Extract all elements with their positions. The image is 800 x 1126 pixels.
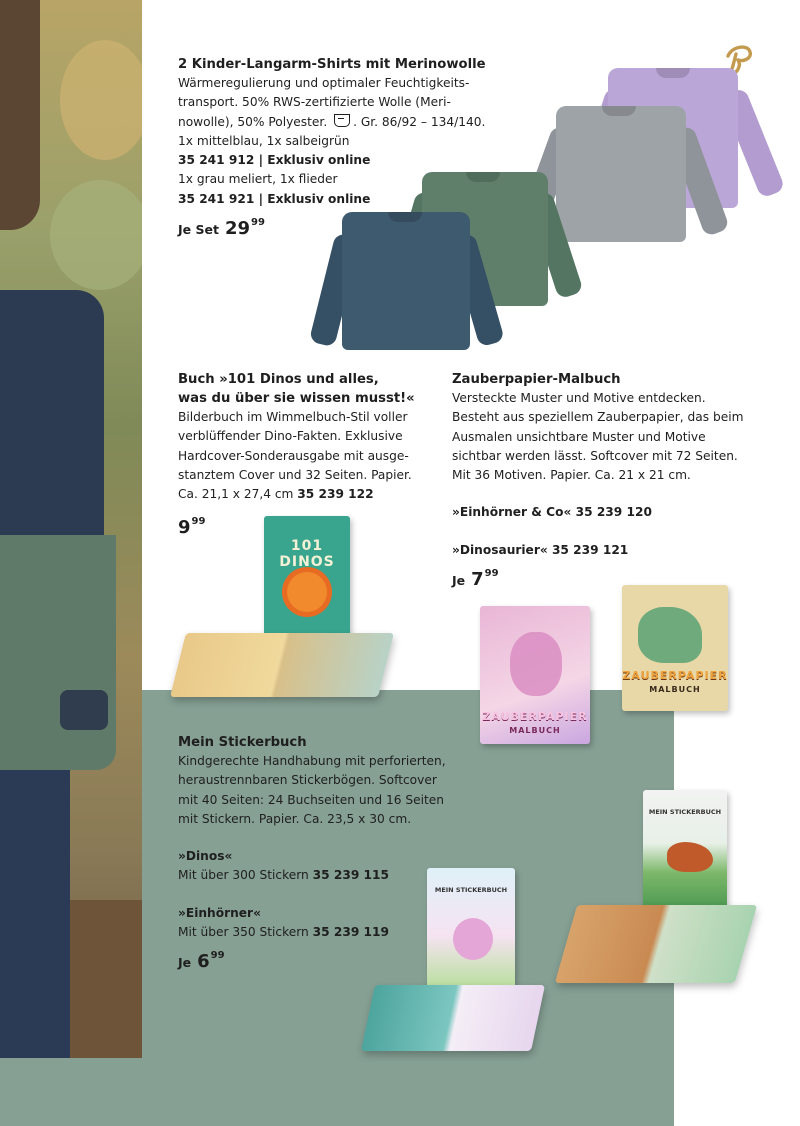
unicorn-illustration <box>453 918 493 960</box>
shirt-midblue <box>322 212 492 354</box>
zauber-desc-line: Ausmalen unsichtbare Muster und Motive <box>452 429 706 444</box>
sticker-variant2-line <box>178 923 446 942</box>
sticker-book-dinos-cover <box>643 790 727 908</box>
price-prefix: Je Set <box>178 222 219 238</box>
shirts-desc-line: transport. 50% RWS-zertifizierte Wolle (Meri- <box>178 95 451 110</box>
price-integer: 6 <box>197 951 210 973</box>
shirts-variant2-text: 1x grau meliert, 1x flieder <box>178 172 338 187</box>
sticker-variant1-code: 35 239 115 <box>312 868 389 883</box>
pants <box>0 770 70 1058</box>
photo-child-outdoor <box>0 0 142 1058</box>
zauber-cover-title: ZAUBERPAPIER <box>482 710 588 723</box>
wash-tub-icon <box>334 114 350 127</box>
dino-book-desc-line: Hardcover-Sonderausgabe mit ausge- <box>178 448 409 463</box>
shirts-desc-sizes: . Gr. 86/92 – 134/140. <box>353 114 486 129</box>
dino-book-desc-line <box>178 485 415 504</box>
zauber-variant1: »Einhörner & Co« 35 239 120 <box>452 505 652 520</box>
dino-book-code: 35 239 122 <box>297 487 374 502</box>
shirts-desc-material: nowolle), 50% Polyester. <box>178 114 328 129</box>
jacket-cuff <box>60 690 108 730</box>
zauber-cover-title: ZAUBERPAPIER <box>622 669 728 682</box>
shirts-variant2-code: 35 241 921 | Exklusiv online <box>178 191 371 206</box>
dino-book-cover <box>264 516 350 640</box>
price-prefix: Je <box>178 955 192 971</box>
zauber-book-dinosaurier-cover <box>622 585 728 711</box>
dino-illustration <box>287 572 327 612</box>
sticker-variant2-text: Mit über 350 Stickern <box>178 925 309 940</box>
zauber-title: Zauberpapier-Malbuch <box>452 372 621 387</box>
background-panel-bottom <box>0 1058 674 1126</box>
sticker-desc-line: Kindgerechte Handhabung mit perforierten, <box>178 754 446 768</box>
shirts-title: 2 Kinder-Langarm-Shirts mit Merinowolle <box>178 57 486 72</box>
sticker-desc-line: heraustrennbaren Stickerbögen. Softcover <box>178 773 437 788</box>
sticker-desc-line: mit Stickern. Papier. Ca. 23,5 x 30 cm. <box>178 811 412 826</box>
sticker-variant1-text: Mit über 300 Stickern <box>178 868 309 883</box>
sticker-variant2-code: 35 239 119 <box>312 925 389 940</box>
zauber-desc-line: Versteckte Muster und Motive entdecken. <box>452 391 706 405</box>
shirts-desc-line <box>178 113 486 132</box>
zauber-book-einhoerner-cover <box>480 606 590 744</box>
dino-book-desc-line: stanztem Cover und 32 Seiten. Papier. <box>178 467 412 482</box>
sticker-book-einhoerner-spread <box>361 985 545 1051</box>
zauber-variant2: »Dinosaurier« 35 239 121 <box>452 542 629 557</box>
sticker-offer <box>178 733 446 974</box>
price-decimal: 99 <box>191 516 206 528</box>
ground <box>70 900 142 1058</box>
shirts-variant1-text: 1x mittelblau, 1x salbeigrün <box>178 133 350 148</box>
dino-book-desc-line: verblüffender Dino-Fakten. Exklusive <box>178 429 403 444</box>
dino-book-offer <box>178 370 415 540</box>
jacket-navy <box>0 290 104 540</box>
dino-illustration <box>667 842 713 872</box>
jacket-green <box>0 535 116 770</box>
sticker-variant1-name: »Dinos« <box>178 849 233 864</box>
dino-illustration <box>638 607 702 663</box>
price-decimal: 99 <box>251 217 265 229</box>
tree-trunk <box>0 0 40 230</box>
sticker-cover-title: MEIN STICKERBUCH <box>434 886 508 894</box>
dino-book-size: Ca. 21,1 x 27,4 cm <box>178 487 294 502</box>
price-decimal: 99 <box>484 568 499 580</box>
zauber-cover-subtitle: MALBUCH <box>649 685 701 694</box>
foliage <box>50 180 142 290</box>
shirts-desc-line: Wärmeregulierung und optimaler Feuchtigkeits- <box>178 76 470 90</box>
price-prefix: Je <box>452 573 466 589</box>
sticker-desc-line: mit 40 Seiten: 24 Buchseiten und 16 Seiten <box>178 792 444 807</box>
zauber-cover-subtitle: MALBUCH <box>509 726 561 735</box>
foliage <box>60 40 142 160</box>
price-integer: 7 <box>471 569 484 591</box>
sticker-book-einhoerner-cover <box>427 868 515 990</box>
zauber-desc-line: sichtbar werden lässt. Softcover mit 72 Seiten. <box>452 448 738 463</box>
unicorn-illustration <box>510 632 562 696</box>
sticker-variant1-line <box>178 866 446 885</box>
price-integer: 29 <box>224 218 250 240</box>
sticker-variant2-name: »Einhörner« <box>178 905 261 920</box>
price-integer: 9 <box>178 517 191 539</box>
sticker-cover-title: MEIN STICKERBUCH <box>648 808 722 816</box>
dino-book-cover-title: 101 DINOS <box>279 538 335 570</box>
shirts-variant1-code: 35 241 912 | Exklusiv online <box>178 153 371 168</box>
zauber-desc-line: Mit 36 Motiven. Papier. Ca. 21 x 21 cm. <box>452 468 691 483</box>
sticker-book-dinos-spread <box>555 905 757 983</box>
dino-book-desc-line: Bilderbuch im Wimmelbuch-Stil voller <box>178 410 408 424</box>
dino-book-open-spread <box>170 633 394 697</box>
zauber-offer <box>452 370 743 591</box>
zauber-desc-line: Besteht aus speziellem Zauberpapier, das beim <box>452 410 744 425</box>
price-decimal: 99 <box>210 950 225 962</box>
dino-book-title: Buch »101 Dinos und alles, <box>178 372 379 387</box>
dino-book-title: was du über sie wissen musst!« <box>178 391 415 406</box>
sticker-title: Mein Stickerbuch <box>178 735 307 750</box>
sticker-price <box>178 946 446 973</box>
